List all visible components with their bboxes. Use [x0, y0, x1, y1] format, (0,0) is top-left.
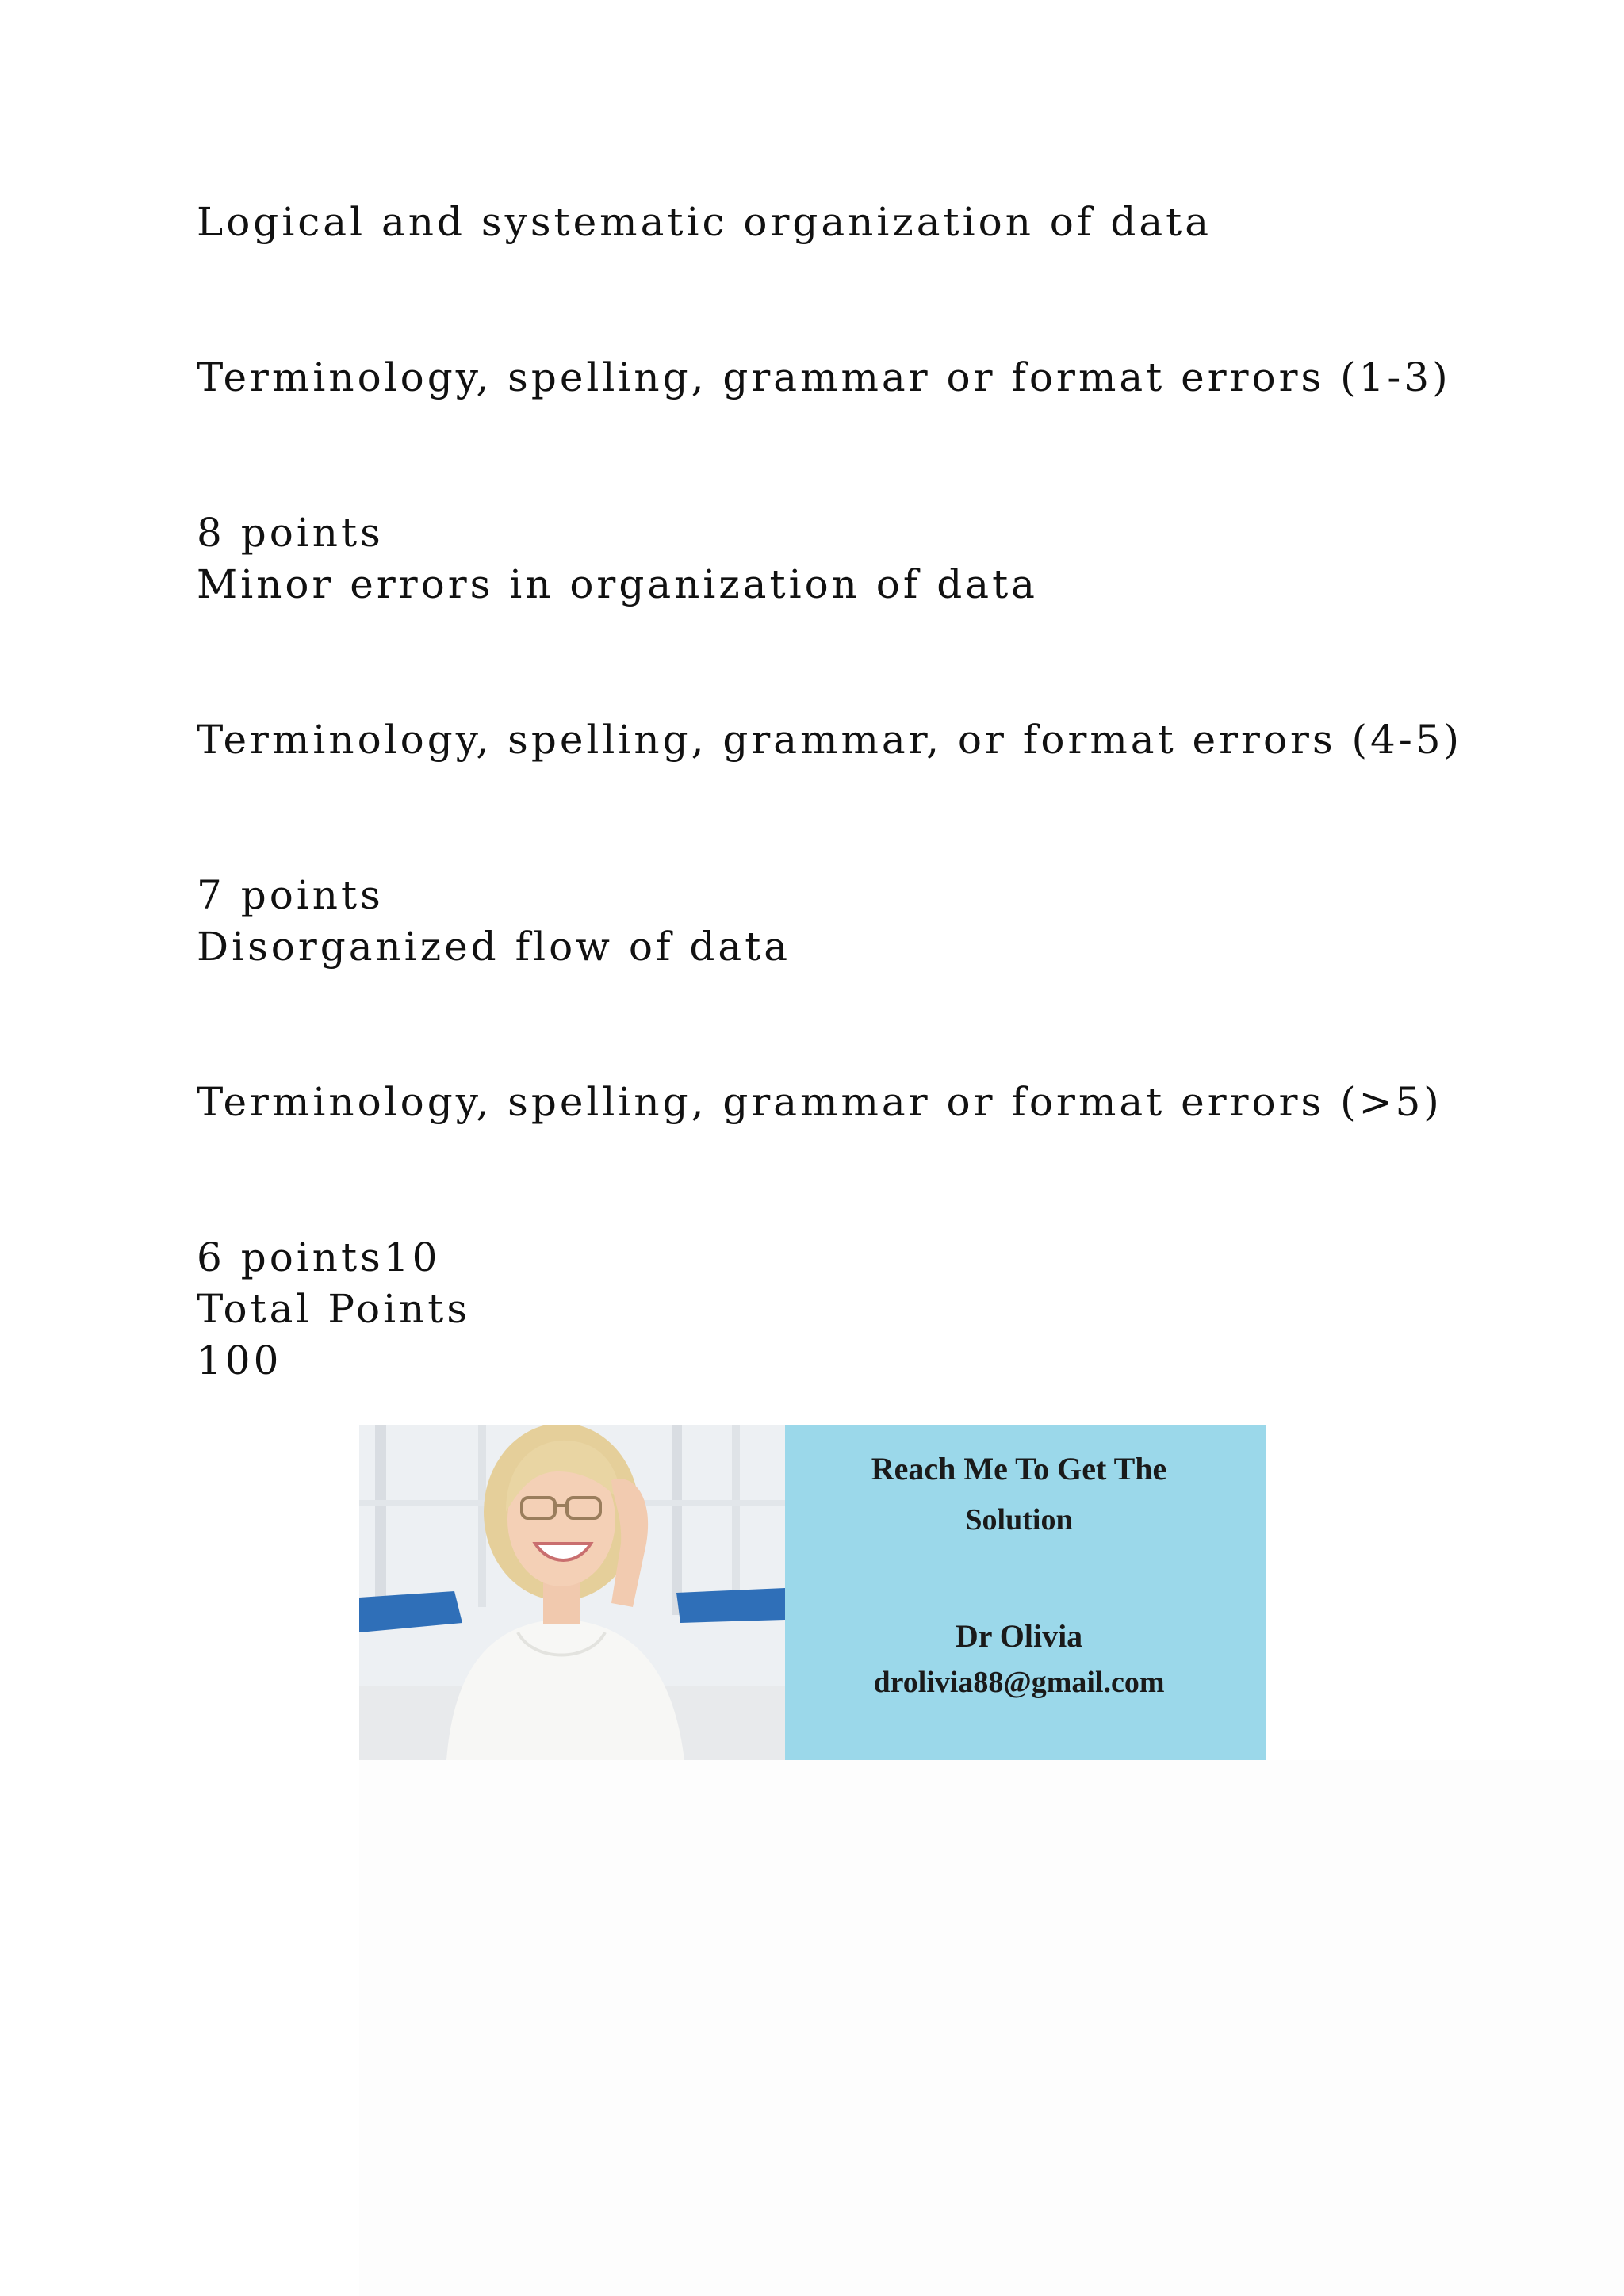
- criterion-text: Terminology, spelling, grammar or format errors (>5): [197, 1079, 1442, 1125]
- banner-heading-line2: Solution: [965, 1503, 1073, 1536]
- contact-banner: [359, 1425, 1266, 1760]
- criterion-text: Terminology, spelling, grammar or format errors (1-3): [197, 354, 1451, 400]
- criterion-text: Minor errors in organization of data: [197, 561, 1038, 607]
- woman-with-glasses-photo-icon: [359, 1425, 785, 1760]
- points-text: 8 points: [197, 510, 384, 556]
- criterion-text: Disorganized flow of data: [197, 924, 791, 970]
- banner-heading-line1: Reach Me To Get The: [871, 1451, 1167, 1487]
- criterion-text: Terminology, spelling, grammar, or format errors (4-5): [197, 717, 1463, 763]
- total-points-label: Total Points: [197, 1286, 471, 1332]
- contact-email-link[interactable]: drolivia88@gmail.com: [873, 1666, 1165, 1699]
- points-text: 6 points10: [197, 1234, 441, 1280]
- contact-name: Dr Olivia: [955, 1618, 1083, 1654]
- blank-area: [359, 1760, 1624, 2296]
- criterion-text: Logical and systematic organization of data: [197, 199, 1212, 245]
- total-points-value: 100: [197, 1337, 282, 1383]
- points-text: 7 points: [197, 872, 384, 918]
- contact-panel: [785, 1425, 1266, 1760]
